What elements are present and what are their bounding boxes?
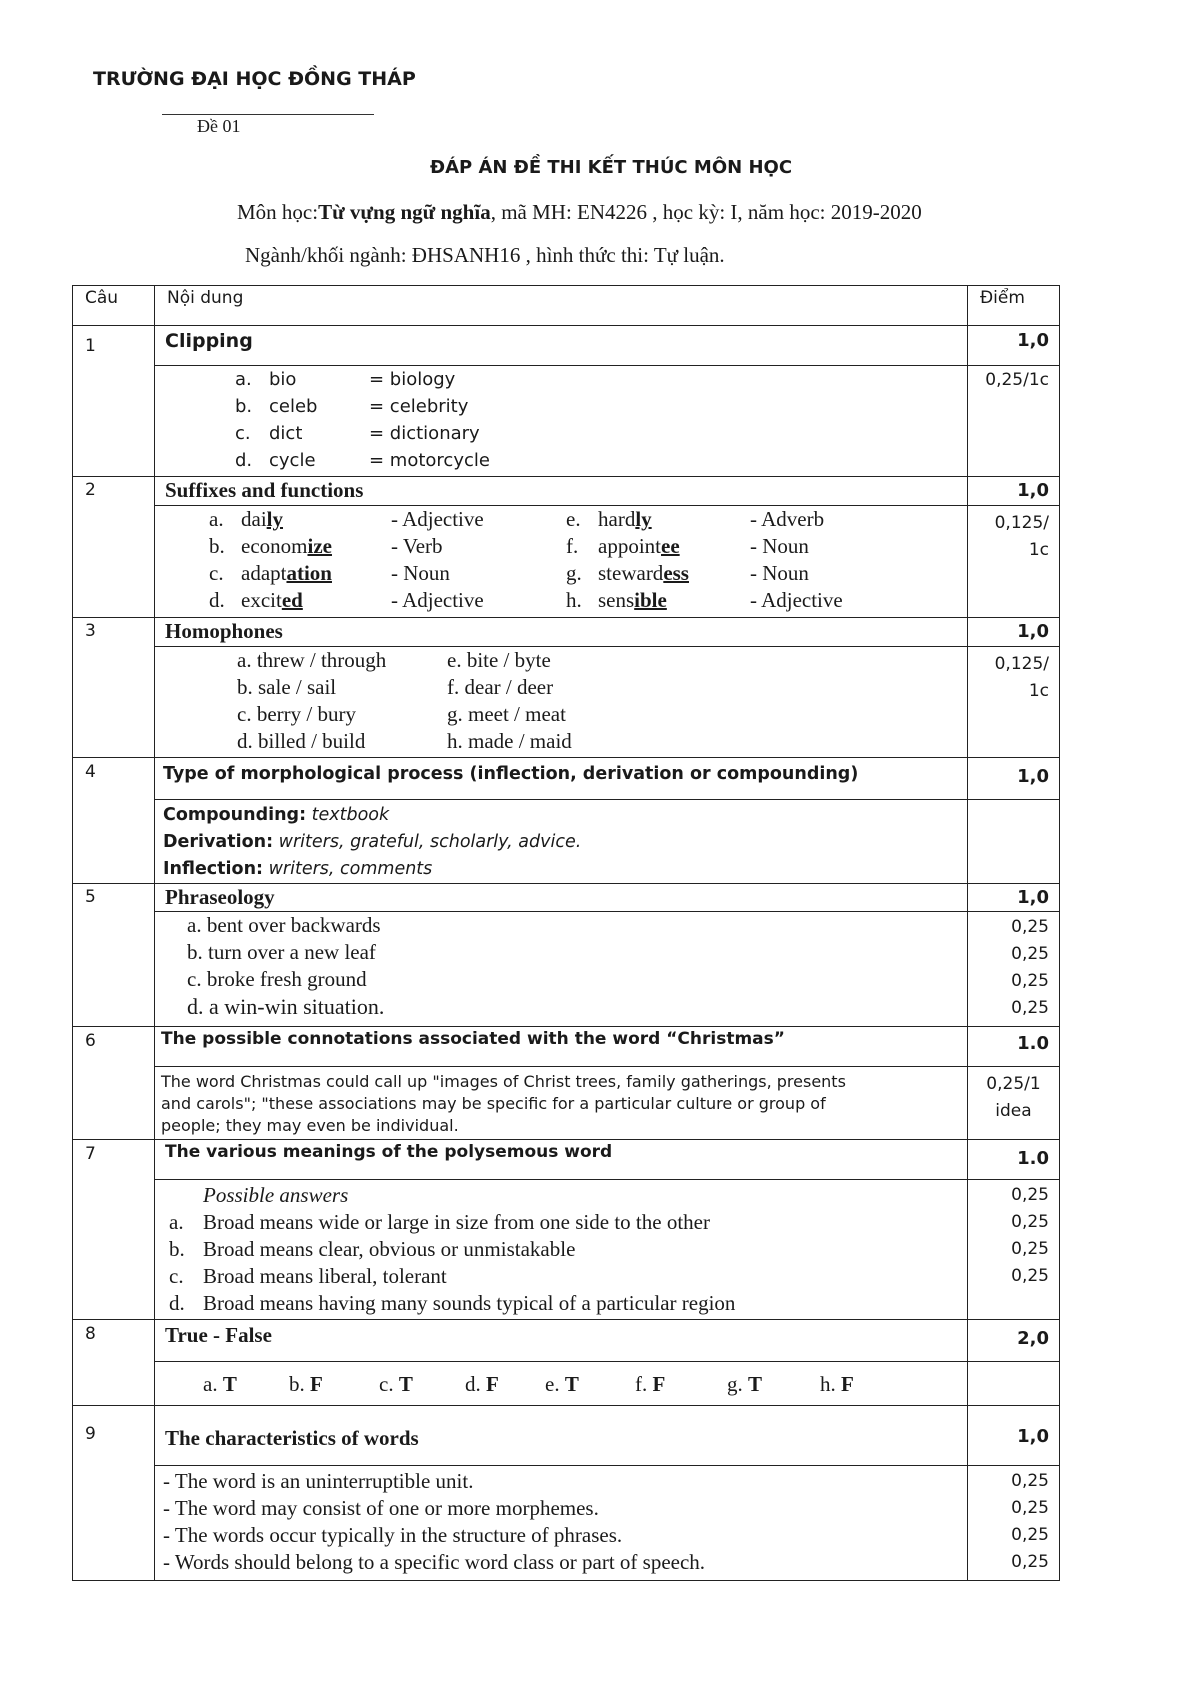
q7-points: 1.0 (968, 1140, 1060, 1180)
q8-answer: d. F (465, 1372, 499, 1396)
q7-letter: b. (169, 1237, 185, 1261)
q7-heading-row (73, 1140, 1060, 1180)
q2-word: hardly (598, 507, 652, 531)
q2-letter: h. (566, 588, 582, 612)
q1-letter: a. (235, 369, 252, 390)
q2-letter: e. (566, 507, 581, 531)
q5-item-points: 0,25 0,25 0,25 0,25 (968, 912, 1060, 1027)
school-name: TRƯỜNG ĐẠI HỌC ĐỒNG THÁP (93, 68, 416, 90)
q3-pair: d. billed / build (237, 729, 366, 753)
q1-meaning: = biology (369, 369, 456, 390)
q2-word: stewardess (598, 561, 689, 585)
q3-sub-points: 0,125/ 1c (968, 647, 1060, 758)
q9-number: 9 (73, 1406, 155, 1581)
q9-points: 1,0 (968, 1406, 1060, 1466)
q5-number: 5 (73, 884, 155, 1027)
q6-heading-row (73, 1027, 1060, 1067)
q4-words: textbook (306, 805, 390, 825)
q3-pair: h. made / maid (447, 729, 572, 753)
q4-heading-row (73, 758, 1060, 800)
q1-letter: c. (235, 423, 251, 444)
q8-heading: True - False (155, 1320, 968, 1362)
exam-code: Đề 01 (197, 116, 241, 136)
q7-item: Broad means liberal, tolerant (203, 1264, 447, 1288)
q8-answer: c. T (379, 1372, 413, 1396)
q5-heading-row (73, 884, 1060, 912)
subject-line (237, 200, 922, 225)
q2-letter: g. (566, 561, 582, 585)
q8-points-empty (968, 1362, 1060, 1406)
q9-item: - The words occur typically in the structure of phrases. (163, 1523, 623, 1547)
q8-number: 8 (73, 1320, 155, 1406)
q4-label: Inflection: (163, 859, 264, 879)
q3-content-row (73, 647, 1060, 758)
q7-letter: a. (169, 1210, 184, 1234)
q5-item: b. turn over a new leaf (187, 940, 376, 964)
q6-line: The word Christmas could call up "images of Christ trees, family gatherings, presents (161, 1072, 846, 1091)
q2-content (155, 506, 968, 618)
q9-heading-row (73, 1406, 1060, 1466)
q6-line: people; they may even be individual. (161, 1116, 459, 1135)
q8-answer: f. F (635, 1372, 666, 1396)
q4-number: 4 (73, 758, 155, 884)
q1-points: 1,0 (968, 326, 1060, 366)
q9-heading: The characteristics of words (155, 1406, 968, 1466)
q7-content (155, 1180, 968, 1320)
q9-item: - Words should belong to a specific word class or part of speech. (163, 1550, 706, 1574)
col-content-header: Nội dung (155, 286, 968, 326)
q3-heading-row (73, 618, 1060, 647)
q5-item: c. broke fresh ground (187, 967, 367, 991)
q4-label: Compounding: (163, 805, 307, 825)
q5-item: d. a win-win situation. (187, 994, 385, 1019)
header-divider (162, 114, 374, 115)
q4-words: writers, comments (263, 859, 433, 879)
q7-item: Broad means having many sounds typical of a particular region (203, 1291, 736, 1315)
subject-suffix: , mã MH: EN4226 , học kỳ: I, năm học: 2019-2020 (490, 200, 922, 224)
q8-answer: b. F (289, 1372, 323, 1396)
q4-content-row (73, 800, 1060, 884)
q2-word: adaptation (241, 561, 332, 585)
q2-suffix: ize (307, 534, 332, 558)
q8-answer: e. T (545, 1372, 579, 1396)
q8-content (155, 1362, 968, 1406)
q7-heading: The various meanings of the polysemous word (155, 1140, 968, 1180)
q4-label: Derivation: (163, 832, 274, 852)
q3-content (155, 647, 968, 758)
q4-words: writers, grateful, scholarly, advice. (273, 832, 582, 852)
q6-points: 1.0 (968, 1027, 1060, 1067)
q2-suffix: ation (286, 561, 332, 585)
q1-letter: b. (235, 396, 253, 417)
q1-word: bio (269, 369, 297, 390)
q2-suffix: ible (634, 588, 667, 612)
q4-content (155, 800, 968, 884)
q7-letter: d. (169, 1291, 185, 1315)
col-question-header: Câu (73, 286, 155, 326)
q3-pair: f. dear / deer (447, 675, 554, 699)
document-title: ĐÁP ÁN ĐỀ THI KẾT THÚC MÔN HỌC (430, 157, 793, 178)
q8-points: 2,0 (968, 1320, 1060, 1362)
q2-number: 2 (73, 477, 155, 618)
q2-letter: d. (209, 588, 225, 612)
q8-answer: g. T (727, 1372, 763, 1396)
q8-answer: h. F (820, 1372, 854, 1396)
q1-word: dict (269, 423, 303, 444)
q6-sub-points: 0,25/1 idea (968, 1067, 1060, 1140)
q1-letter: d. (235, 450, 253, 471)
q2-word: sensible (598, 588, 667, 612)
q4-heading: Type of morphological process (inflection, derivation or compounding) (155, 758, 968, 800)
q7-letter: c. (169, 1264, 184, 1288)
q2-pos: - Adjective (391, 507, 484, 531)
q7-content-row (73, 1180, 1060, 1320)
q8-content-row (73, 1362, 1060, 1406)
q2-letter: c. (209, 561, 224, 585)
q3-pair: e. bite / byte (447, 648, 551, 672)
q2-word: economize (241, 534, 332, 558)
answer-table (72, 285, 1060, 1581)
q6-line: and carols"; "these associations may be specific for a particular culture or group of (161, 1094, 826, 1113)
q5-heading: Phraseology (155, 884, 968, 912)
q3-pair: a. threw / through (237, 648, 387, 672)
q9-content-row (73, 1466, 1060, 1581)
q2-word: appointee (598, 534, 680, 558)
q9-item: - The word is an uninterruptible unit. (163, 1469, 474, 1493)
q2-points: 1,0 (968, 477, 1060, 506)
q3-pair: b. sale / sail (237, 675, 337, 699)
q3-pair: g. meet / meat (447, 702, 566, 726)
q1-word: cycle (269, 450, 316, 471)
q2-pos: - Adjective (750, 588, 843, 612)
q2-pos: - Noun (750, 534, 809, 558)
q2-pos: - Adjective (391, 588, 484, 612)
q2-word: excited (241, 588, 303, 612)
q6-content-row (73, 1067, 1060, 1140)
q3-number: 3 (73, 618, 155, 758)
major-line: Ngành/khối ngành: ĐHSANH16 , hình thức thi: Tự luận. (245, 243, 725, 267)
q2-heading: Suffixes and functions (155, 477, 968, 506)
table-header-row (73, 286, 1060, 326)
col-points-header: Điểm (968, 286, 1060, 326)
q7-item: Broad means wide or large in size from one side to the other (203, 1210, 710, 1234)
q2-sub-points: 0,125/ 1c (968, 506, 1060, 618)
q7-number: 7 (73, 1140, 155, 1320)
q1-meaning: = dictionary (369, 423, 480, 444)
q7-item-points: 0,25 0,25 0,25 0,25 (968, 1180, 1060, 1320)
q2-pos: - Noun (391, 561, 450, 585)
q4-points: 1,0 (968, 758, 1060, 800)
q1-content (155, 366, 968, 477)
q2-suffix: ly (635, 507, 652, 531)
q2-letter: b. (209, 534, 225, 558)
q6-content (155, 1067, 968, 1140)
q7-item: Broad means clear, obvious or unmistakable (203, 1237, 576, 1261)
q3-pair: c. berry / bury (237, 702, 356, 726)
q1-content-row (73, 366, 1060, 477)
q1-meaning: = celebrity (369, 396, 469, 417)
q1-meaning: = motorcycle (369, 450, 490, 471)
q2-heading-row (73, 477, 1060, 506)
q2-content-row (73, 506, 1060, 618)
q1-word: celeb (269, 396, 318, 417)
q3-points: 1,0 (968, 618, 1060, 647)
q2-pos: - Adverb (750, 507, 825, 531)
q2-letter: a. (209, 507, 224, 531)
q2-suffix: ee (661, 534, 680, 558)
q5-content-row (73, 912, 1060, 1027)
q5-content (155, 912, 968, 1027)
q9-item: - The word may consist of one or more morphemes. (163, 1496, 599, 1520)
q2-suffix: ed (281, 588, 303, 612)
q9-item-points: 0,25 0,25 0,25 0,25 (968, 1466, 1060, 1581)
q9-content (155, 1466, 968, 1581)
q1-number: 1 (73, 326, 155, 477)
q7-intro: Possible answers (203, 1183, 349, 1207)
q4-points-empty (968, 800, 1060, 884)
subject-prefix: Môn học: (237, 200, 319, 224)
subject-name: Từ vựng ngữ nghĩa (318, 200, 491, 224)
q1-sub-points: 0,25/1c (968, 366, 1060, 477)
q8-answer: a. T (203, 1372, 237, 1396)
q5-item: a. bent over backwards (187, 913, 381, 937)
q2-suffix: ess (663, 561, 689, 585)
q2-word: daily (241, 507, 283, 531)
q6-heading: The possible connotations associated with the word “Christmas” (155, 1027, 968, 1067)
q2-pos: - Verb (391, 534, 443, 558)
q1-heading: Clipping (155, 326, 968, 366)
q2-suffix: ly (266, 507, 283, 531)
q1-heading-row (73, 326, 1060, 366)
q5-points: 1,0 (968, 884, 1060, 912)
q3-heading: Homophones (155, 618, 968, 647)
q6-number: 6 (73, 1027, 155, 1140)
q2-pos: - Noun (750, 561, 809, 585)
q2-letter: f. (566, 534, 579, 558)
q8-heading-row (73, 1320, 1060, 1362)
